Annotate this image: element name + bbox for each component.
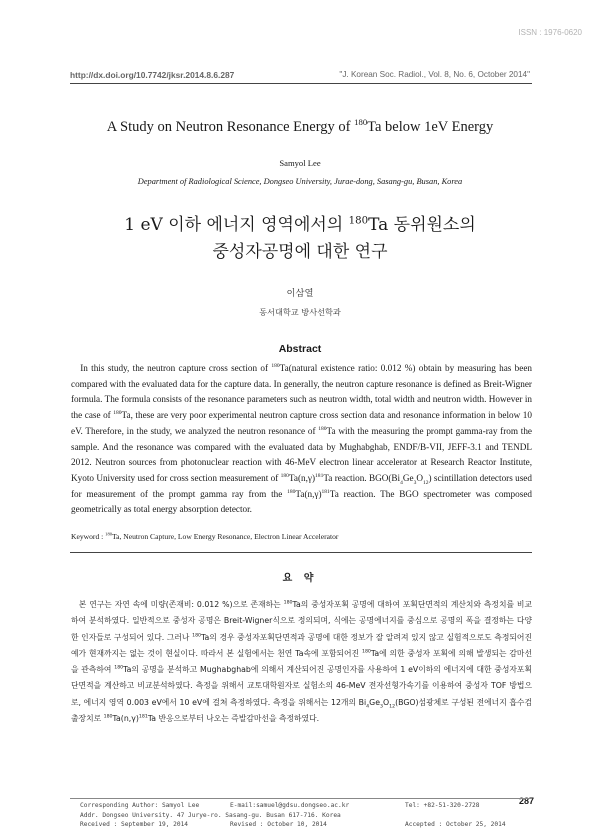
revised-date: Revised : October 10, 2014 [230,821,327,828]
footer-row-dates [70,820,531,830]
journal-citation: "J. Korean Soc. Radiol., Vol. 8, No. 6, October 2014" [339,70,530,79]
issn-label: ISSN : 1976-0620 [518,28,582,37]
author-email[interactable]: E-mail:samuel@gdsu.dongseo.ac.kr [230,802,350,809]
author-phone: Tel: +82-51-320-2728 [405,802,480,809]
english-author: Samyol Lee [279,158,321,168]
footer-row-address [70,811,531,821]
korean-author: 이삼열 [286,288,314,299]
abstract-heading: Abstract [278,343,322,355]
footer-divider [70,798,531,799]
korean-abstract-body: 본 연구는 자연 속에 미량(존재비: 0.012 %)으로 존재하는 $^{180}$Ta의 중성자포획 공명에 대하여 포획단면적의 계산치와 측정치를 비교하여 분석하였다. 일반적으로 중성자 공명은 Breit-Wigner식으로 정의되며, 식에는 공명에너지를 중심으로 공명의 폭을 결정하는 다양한 인자들로 구성되어 있다. 그러나 $^{180}$Ta의 경우 중성자포획단면적과 공명에 대한 정보가 잘 알려져 있지 않고 실험적으로도 측정되어진 예가 현재까지는 없는 것이 현실이다. 따라서 본 실험에서는 천연 Ta속에 포함되어진 $^{180}$Ta에 의한 중성자 포획에 의해 발생되는 감마선을 관측하여 $^{180}$Ta의 공명을 분석하고 Mughabghab에 의해서 계산되어진 공명인자를 사용하여 1 eV이하의 에너지에 대한 중성자포획단면적을 계산하고 비교분석하였다. 측정을 위해서 교토대학원자로 실험소의 46-MeV 전자선형가속기를 이용하여 중성자 TOF 방법으로, 에너지 영역 0.003 eV에서 10 eV에 걸쳐 측정하였다. 측정을 위해서는 12개의 $Bi_4Ge_3O_{12}(BGO)$섬광체로 구성된 전에너지 흡수검출장치로 $^{180}Ta(n,\gamma)^{181}Ta$ 반응으로부터 나오는 즉발감마선을 측정하였다. [71,600,532,724]
abstract-body: In this study, the neutron capture cross section of $^{180}$Ta(natural existence ratio: 0.012 %) obtain by measuring has been compared with the evaluated data for the capture data. In generally, the neutron capture resonance is defined as Breit-Wigner formula. The formula consists of the resonance parameters such as neutron width, total width and neutron width. However in the case of $^{180}$Ta, these are very poor experimental neutron capture cross section data and resonance information in below 10 eV. Therefore, in the study, we analyzed the neutron resonance of $^{180}$Ta with the measuring the prompt gamma-ray from the sample. And the resonance was compared with the evaluated data by Mughabghab, ENDF/B-VII, JEFF-3.1 and TENDL 2012. Neutron sources from photonuclear reaction with 46-MeV electron linear accelerator at Research Reactor Institute, Kyoto University used for cross section measurement of $^{180}Ta(n,\gamma)^{181}Ta$ reaction. $BGO(Bi_4Ge_3O_{12})$ scintillation detectors used for measurement of the prompt gamma ray from the $^{180}Ta(n,\gamma)^{181}Ta$ reaction. The BGO spectrometer was composed geometrically as total energy absorption detector. [71,362,532,515]
korean-title-line-2: 중성자공명에 대한 연구 [212,242,388,262]
footer-row-contact [70,801,531,811]
english-affiliation: Department of Radiological Science, Dongseo University, Jurae-dong, Sasang-gu, Busan, Korea [137,177,463,186]
corresponding-author: Corresponding Author: Samyol Lee [80,802,200,809]
footer-info [70,801,531,830]
keywords: Keyword : $^{180}$Ta, Neutron Capture, Low Energy Resonance, Electron Linear Accelerator [71,531,339,541]
keyword-divider [70,552,532,553]
english-title: A Study on Neutron Resonance Energy of $^{180}$Ta below 1eV Energy [106,117,494,135]
korean-abstract-heading: 요 약 [282,573,318,584]
doi-link[interactable]: http://dx.doi.org/10.7742/jksr.2014.8.6.287 [70,70,235,80]
page-number: 287 [518,796,534,806]
header-divider [70,83,532,84]
korean-title-line-1: 1 eV 이하 에너지 영역에서의 $^{180}$Ta 동위원소의 [124,215,476,235]
accepted-date: Accepted : October 25, 2014 [405,821,506,828]
received-date: Received : September 19, 2014 [80,821,189,828]
korean-affiliation: 동서대학교 방사선학과 [259,307,341,317]
author-address: Addr. Dongseo University. 47 Jurye-ro. Sasang-gu. Busan 617-716. Korea [80,811,341,819]
